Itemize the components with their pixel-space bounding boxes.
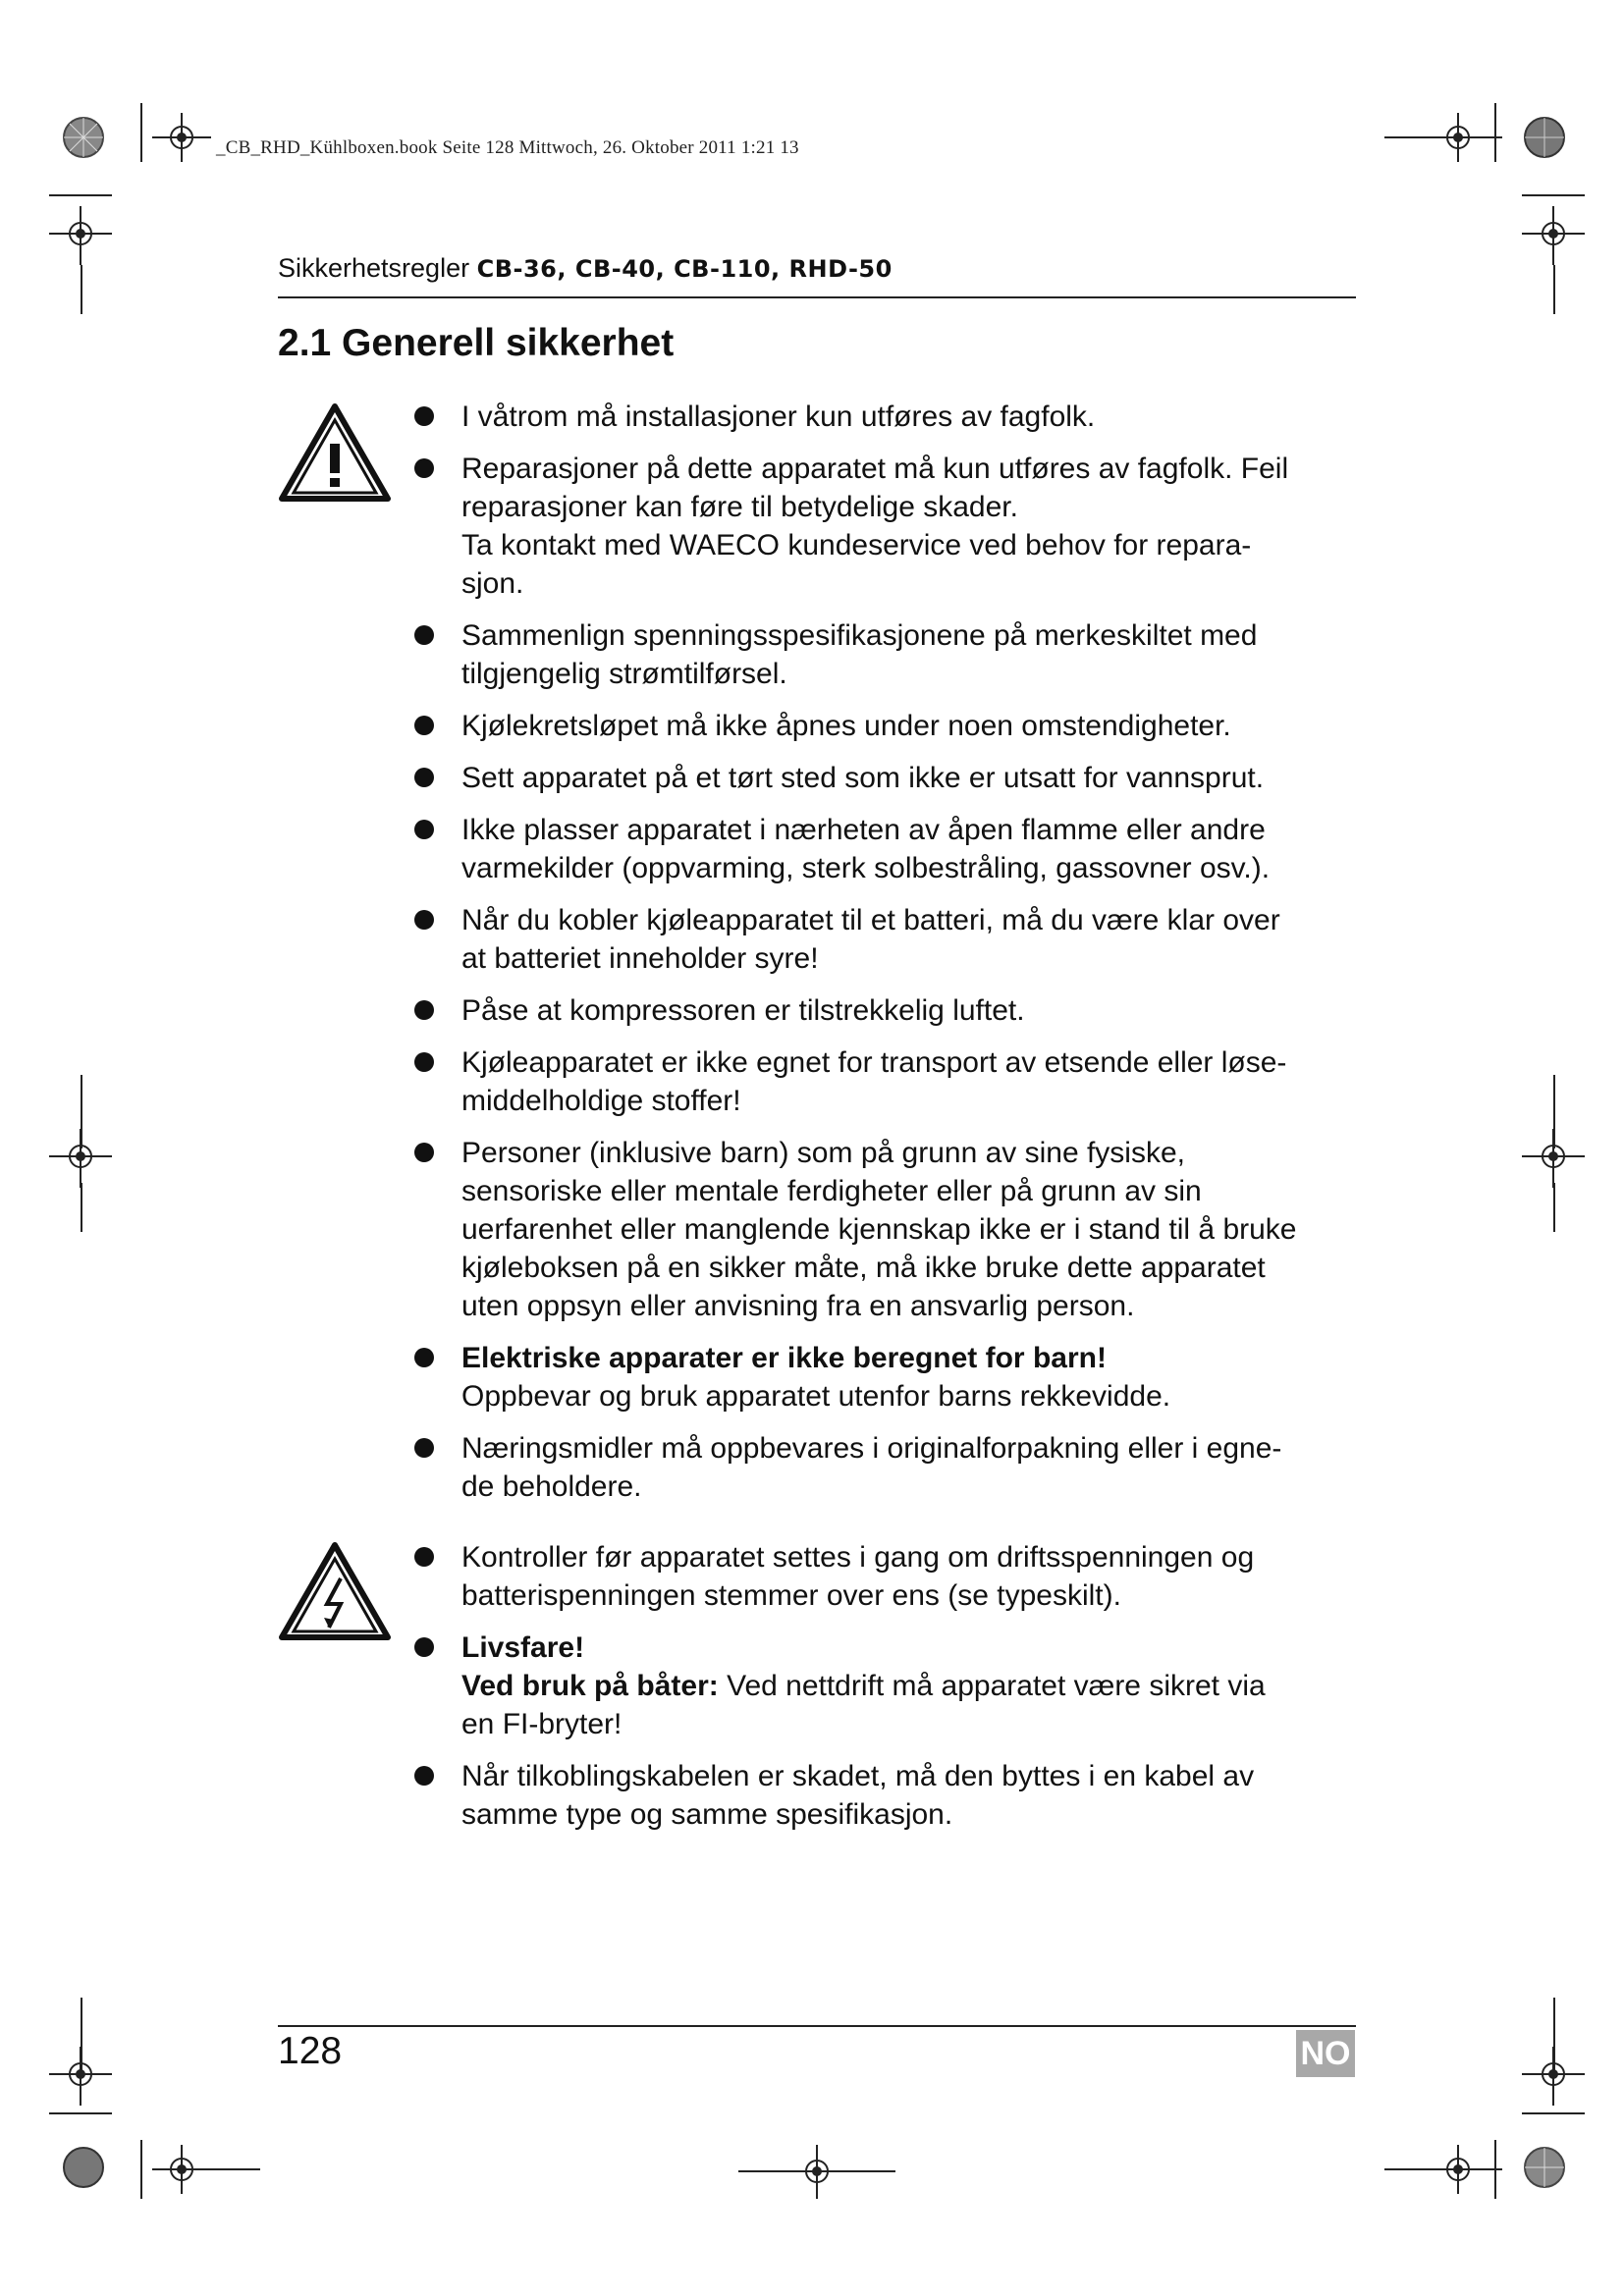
registration-crosshair-icon <box>49 206 112 265</box>
bullet-icon <box>414 625 434 645</box>
list-item <box>410 450 1373 603</box>
registration-rosette-icon <box>59 113 108 162</box>
bullet-icon <box>414 1637 434 1657</box>
item-line: Kjølekretsløpet må ikke åpnes under noen omstendigheter. <box>461 710 1231 742</box>
registration-crosshair-icon <box>1384 2145 1502 2194</box>
footer-rule <box>278 2025 1356 2027</box>
bullet-icon <box>414 1143 434 1162</box>
header-rule <box>278 296 1356 298</box>
item-line: Sammenlign spenningsspesifikasjonene på merkeskiltet med <box>461 619 1258 652</box>
item-line: sjon. <box>461 567 524 600</box>
registration-crosshair-icon <box>1522 206 1585 265</box>
list-item <box>410 1429 1373 1506</box>
item-line: uerfarenhet eller manglende kjennskap ikke er i stand til å bruke <box>461 1213 1297 1246</box>
item-line: Ikke plasser apparatet i nærheten av åpen flamme eller andre <box>461 814 1266 846</box>
item-line: de beholdere. <box>461 1470 642 1503</box>
item-line: middelholdige stoffer! <box>461 1085 741 1117</box>
registration-rosette-icon <box>59 2143 108 2192</box>
item-line: sensoriske eller mentale ferdigheter eller på grunn av sin <box>461 1175 1202 1207</box>
item-line: Ta kontakt med WAECO kundeservice ved behov for repara- <box>461 529 1252 561</box>
safety-list-general <box>410 398 1373 1520</box>
running-header <box>278 253 893 284</box>
item-line: Næringsmidler må oppbevares i originalforpakning eller i egne- <box>461 1432 1282 1465</box>
bullet-icon <box>414 1348 434 1367</box>
list-item <box>410 1339 1373 1415</box>
item-line: reparasjoner kan føre til betydelige skader. <box>461 491 1018 523</box>
item-line: at batteriet inneholder syre! <box>461 942 819 975</box>
item-inline-rest: Ved nettdrift må apparatet være sikret via <box>718 1670 1266 1702</box>
list-item <box>410 991 1373 1030</box>
item-line: Når tilkoblingskabelen er skadet, må den byttes i en kabel av <box>461 1760 1255 1792</box>
list-item <box>410 1757 1373 1834</box>
running-header-section: Sikkerhetsregler <box>278 253 470 283</box>
item-line: kjøleboksen på en sikker måte, må ikke bruke dette apparatet <box>461 1252 1266 1284</box>
electrical-hazard-icon <box>278 1541 392 1641</box>
item-line: samme type og samme spesifikasjon. <box>461 1798 953 1831</box>
registration-crosshair-icon <box>49 2047 112 2106</box>
registration-crosshair-icon <box>738 2145 895 2199</box>
section-title: 2.1 Generell sikkerhet <box>278 322 675 364</box>
bullet-icon <box>414 1438 434 1458</box>
list-item <box>410 901 1373 978</box>
bullet-icon <box>414 1547 434 1567</box>
list-item <box>410 759 1373 797</box>
print-slug: _CB_RHD_Kühlboxen.book Seite 128 Mittwoch, 26. Oktober 2011 1:21 13 <box>216 137 799 158</box>
bullet-icon <box>414 820 434 839</box>
item-line: Oppbevar og bruk apparatet utenfor barns rekkevidde. <box>461 1380 1171 1413</box>
bullet-icon <box>414 1000 434 1020</box>
item-line: tilgjengelig strømtilførsel. <box>461 658 787 690</box>
registration-crosshair-icon <box>1522 2047 1585 2106</box>
item-line <box>461 1667 1373 1705</box>
registration-crosshair-icon <box>152 113 211 162</box>
registration-rosette-icon <box>1520 2143 1569 2192</box>
bullet-icon <box>414 1052 434 1072</box>
item-bold-heading: Elektriske apparater er ikke beregnet for barn! <box>461 1342 1107 1374</box>
language-badge: NO <box>1296 2030 1355 2077</box>
list-item <box>410 1629 1373 1743</box>
list-item <box>410 707 1373 745</box>
item-line: I våtrom må installasjoner kun utføres av fagfolk. <box>461 400 1096 433</box>
item-line: Når du kobler kjøleapparatet til et batteri, må du være klar over <box>461 904 1280 936</box>
list-item <box>410 1538 1373 1615</box>
item-line: en FI-bryter! <box>461 1708 623 1740</box>
item-line: varmekilder (oppvarming, sterk solbestråling, gassovner osv.). <box>461 852 1271 884</box>
registration-crosshair-icon <box>1522 1129 1585 1188</box>
list-item <box>410 616 1373 693</box>
registration-crosshair-icon <box>152 2145 260 2194</box>
item-line: Påse at kompressoren er tilstrekkelig luftet. <box>461 994 1025 1027</box>
item-line: uten oppsyn eller anvisning fra en ansvarlig person. <box>461 1290 1135 1322</box>
item-bold-inline: Ved bruk på båter: <box>461 1670 719 1702</box>
item-line: Reparasjoner på dette apparatet må kun utføres av fagfolk. Feil <box>461 453 1289 485</box>
general-warning-icon <box>278 402 392 503</box>
item-line: Sett apparatet på et tørt sted som ikke er utsatt for vannsprut. <box>461 762 1265 794</box>
list-item <box>410 1043 1373 1120</box>
item-line: Personer (inklusive barn) som på grunn av sine fysiske, <box>461 1137 1185 1169</box>
item-line: Kontroller før apparatet settes i gang om driftsspenningen og <box>461 1541 1255 1574</box>
running-header-models: CB-36, CB-40, CB-110, RHD-50 <box>476 255 893 283</box>
item-bold-heading: Livsfare! <box>461 1631 585 1664</box>
list-item <box>410 1134 1373 1325</box>
bullet-icon <box>414 768 434 787</box>
safety-list-electrical <box>410 1538 1373 1847</box>
page-number: 128 <box>278 2030 343 2072</box>
item-line: batterispenningen stemmer over ens (se typeskilt). <box>461 1579 1121 1612</box>
registration-rosette-icon <box>1520 113 1569 162</box>
list-item <box>410 398 1373 436</box>
item-line: Kjøleapparatet er ikke egnet for transport av etsende eller løse- <box>461 1046 1287 1079</box>
bullet-icon <box>414 458 434 478</box>
list-item <box>410 811 1373 887</box>
bullet-icon <box>414 406 434 426</box>
registration-crosshair-icon <box>49 1129 112 1188</box>
bullet-icon <box>414 910 434 930</box>
bullet-icon <box>414 1766 434 1786</box>
bullet-icon <box>414 716 434 735</box>
registration-crosshair-icon <box>1384 113 1502 162</box>
